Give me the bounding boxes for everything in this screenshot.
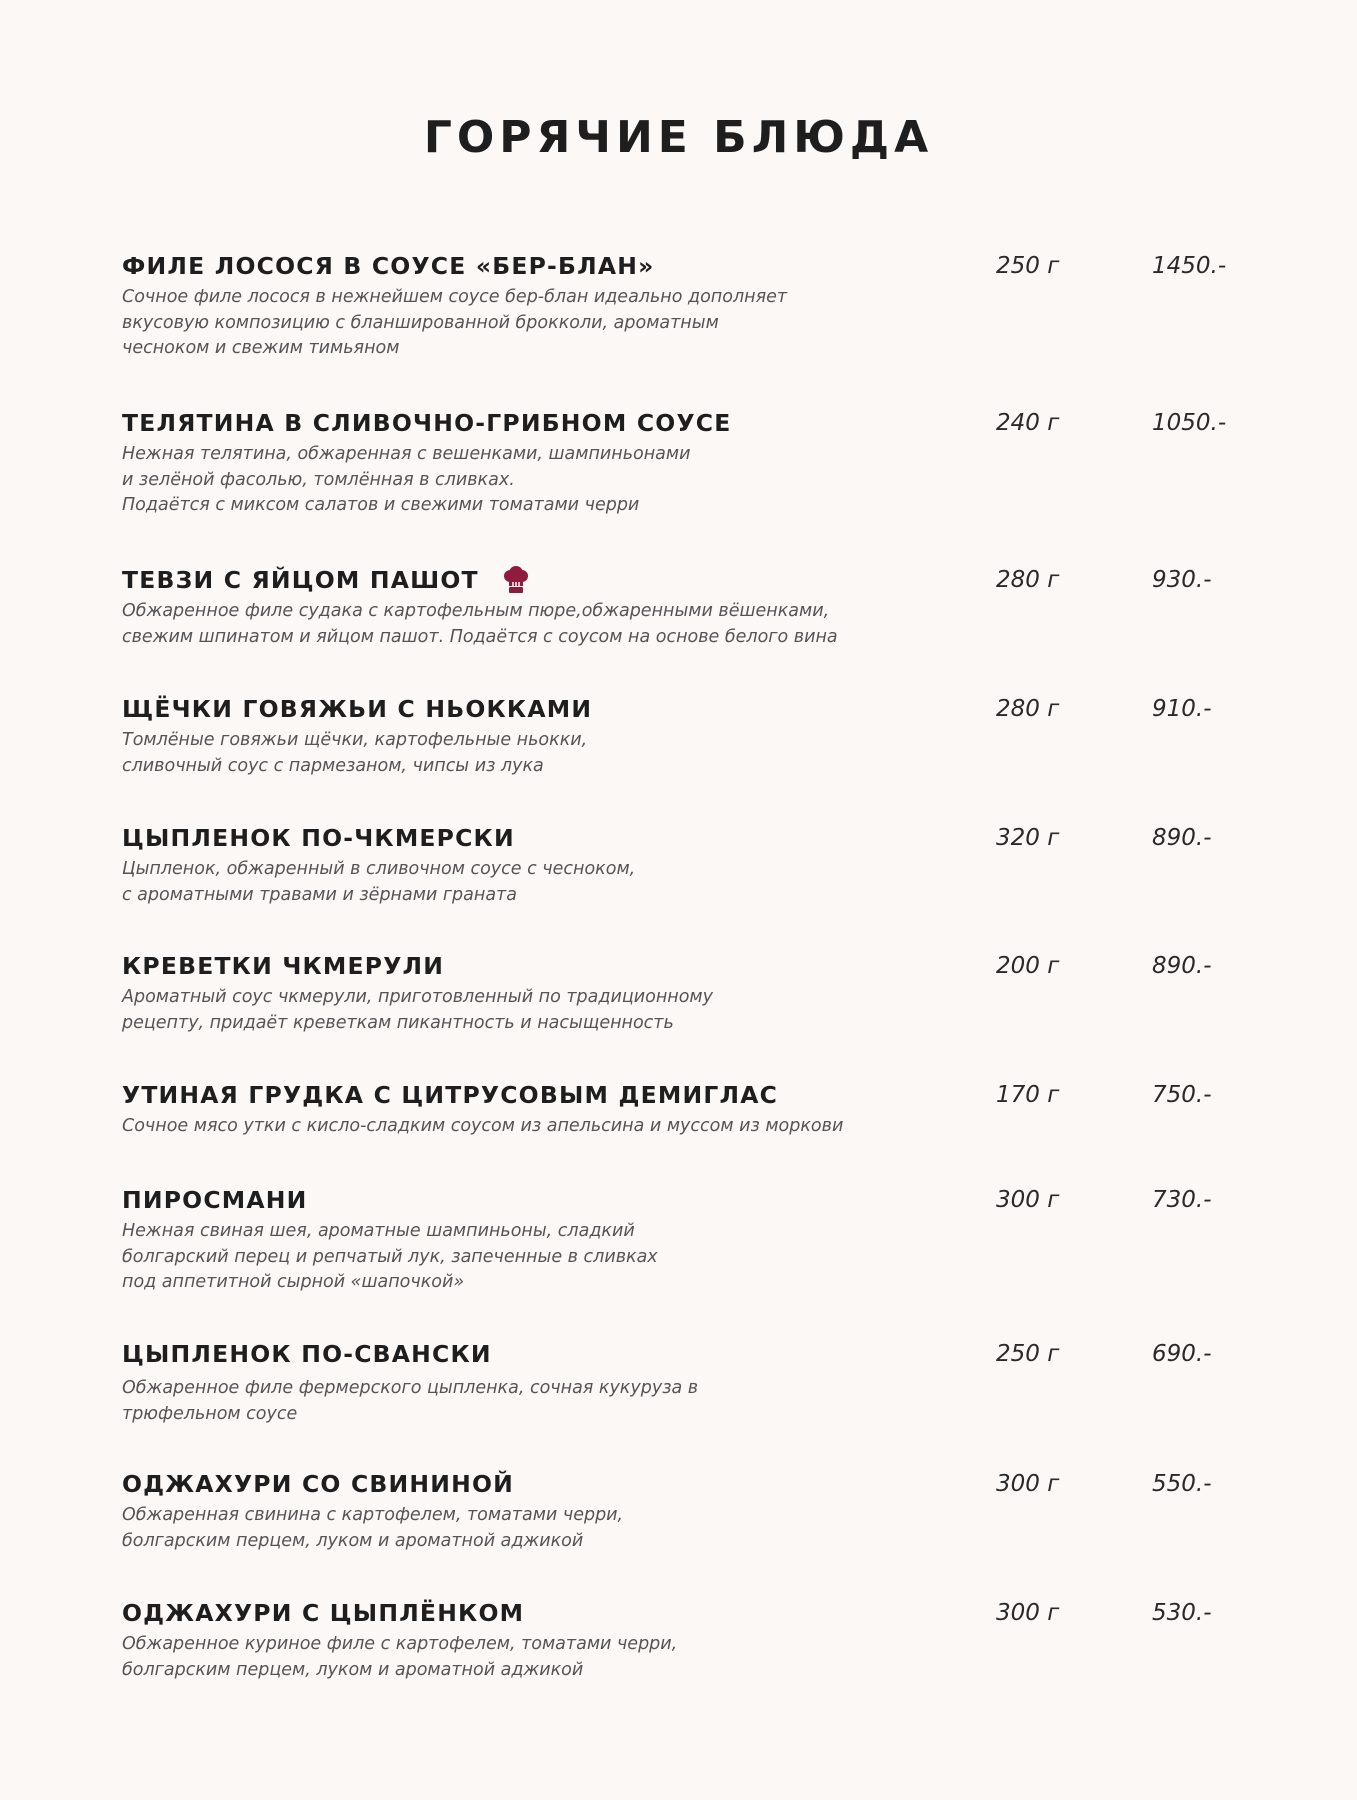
dish-weight: 300 г — [996, 1471, 1060, 1497]
dish-name: УТИНАЯ ГРУДКА С ЦИТРУСОВЫМ ДЕМИГЛАС — [122, 1081, 779, 1109]
dish-price: 890.- — [1152, 825, 1212, 851]
dish-weight: 320 г — [996, 825, 1060, 851]
dish-description: Нежная свиная шея, ароматные шампиньоны, сладкий болгарский перец и репчатый лук, запеченные в сливках под аппетитной сырной «шапочкой» — [122, 1221, 658, 1292]
dish-description: Нежная телятина, обжаренная с вешенками, шампиньонами и зелёной фасолью, томлённая в сливках. Подаётся с миксом салатов и свежими томатами черри — [122, 444, 691, 515]
dish-price: 730.- — [1152, 1187, 1212, 1213]
dish-name: КРЕВЕТКИ ЧКМЕРУЛИ — [122, 952, 445, 980]
dish-price: 890.- — [1152, 953, 1212, 979]
dish-weight: 280 г — [996, 696, 1060, 722]
dish-description: Ароматный соус чкмерули, приготовленный по традиционному рецепту, придаёт креветкам пикантность и насыщенность — [122, 987, 713, 1033]
dish-price: 750.- — [1152, 1082, 1212, 1108]
dish-name: ТЕЛЯТИНА В СЛИВОЧНО-ГРИБНОМ СОУСЕ — [122, 409, 732, 437]
dish-price: 530.- — [1152, 1600, 1212, 1626]
dish-name: ЦЫПЛЕНОК ПО-СВАНСКИ — [122, 1340, 492, 1368]
dish-description: Обжаренное филе фермерского цыпленка, сочная кукуруза в трюфельном соусе — [122, 1378, 699, 1424]
dish-name: ЦЫПЛЕНОК ПО-ЧКМЕРСКИ — [122, 824, 515, 852]
dish-price: 690.- — [1152, 1341, 1212, 1367]
dish-description: Обжаренная свинина с картофелем, томатами черри, болгарским перцем, луком и ароматной аджикой — [122, 1505, 624, 1551]
dish-description: Томлёные говяжьи щёчки, картофельные ньокки, сливочный соус с пармезаном, чипсы из лука — [122, 730, 588, 776]
dish-price: 1050.- — [1152, 410, 1227, 436]
dish-name: ЩЁЧКИ ГОВЯЖЬИ С НЬОККАМИ — [122, 695, 593, 723]
dish-weight: 300 г — [996, 1600, 1060, 1626]
dish-description: Цыпленок, обжаренный в сливочном соусе с чесноком, с ароматными травами и зёрнами граната — [122, 859, 636, 905]
dish-weight: 250 г — [996, 1341, 1060, 1367]
dish-price: 930.- — [1152, 567, 1212, 593]
dish-price: 550.- — [1152, 1471, 1212, 1497]
dish-price: 1450.- — [1152, 253, 1227, 279]
dish-price: 910.- — [1152, 696, 1212, 722]
dish-description: Сочное филе лосося в нежнейшем соусе бер-блан идеально дополняет вкусовую композицию с бланшированной брокколи, ароматным чесноком и свежим тимьяном — [122, 287, 788, 358]
page-title: ГОРЯЧИЕ БЛЮДА — [423, 112, 934, 163]
dish-name: ОДЖАХУРИ С ЦЫПЛЁНКОМ — [122, 1599, 525, 1627]
chef-hat-icon — [501, 565, 531, 595]
dish-weight: 170 г — [996, 1082, 1060, 1108]
dish-name: ОДЖАХУРИ СО СВИНИНОЙ — [122, 1470, 515, 1498]
dish-weight: 300 г — [996, 1187, 1060, 1213]
dish-weight: 200 г — [996, 953, 1060, 979]
dish-description: Обжаренное куриное филе с картофелем, томатами черри, болгарским перцем, луком и ароматной аджикой — [122, 1634, 678, 1680]
dish-weight: 250 г — [996, 253, 1060, 279]
dish-name: ТЕВЗИ С ЯЙЦОМ ПАШОТ — [122, 565, 531, 595]
dish-description: Сочное мясо утки с кисло-сладким соусом из апельсина и муссом из моркови — [122, 1116, 844, 1136]
dish-description: Обжаренное филе судака с картофельным пюре,обжаренными вёшенками, свежим шпинатом и яйцом пашот. Подаётся с соусом на основе белого вина — [122, 601, 838, 647]
dish-name: ПИРОСМАНИ — [122, 1186, 308, 1214]
dish-weight: 240 г — [996, 410, 1060, 436]
dish-name: ФИЛЕ ЛОСОСЯ В СОУСЕ «БЕР-БЛАН» — [122, 252, 655, 280]
dish-weight: 280 г — [996, 567, 1060, 593]
